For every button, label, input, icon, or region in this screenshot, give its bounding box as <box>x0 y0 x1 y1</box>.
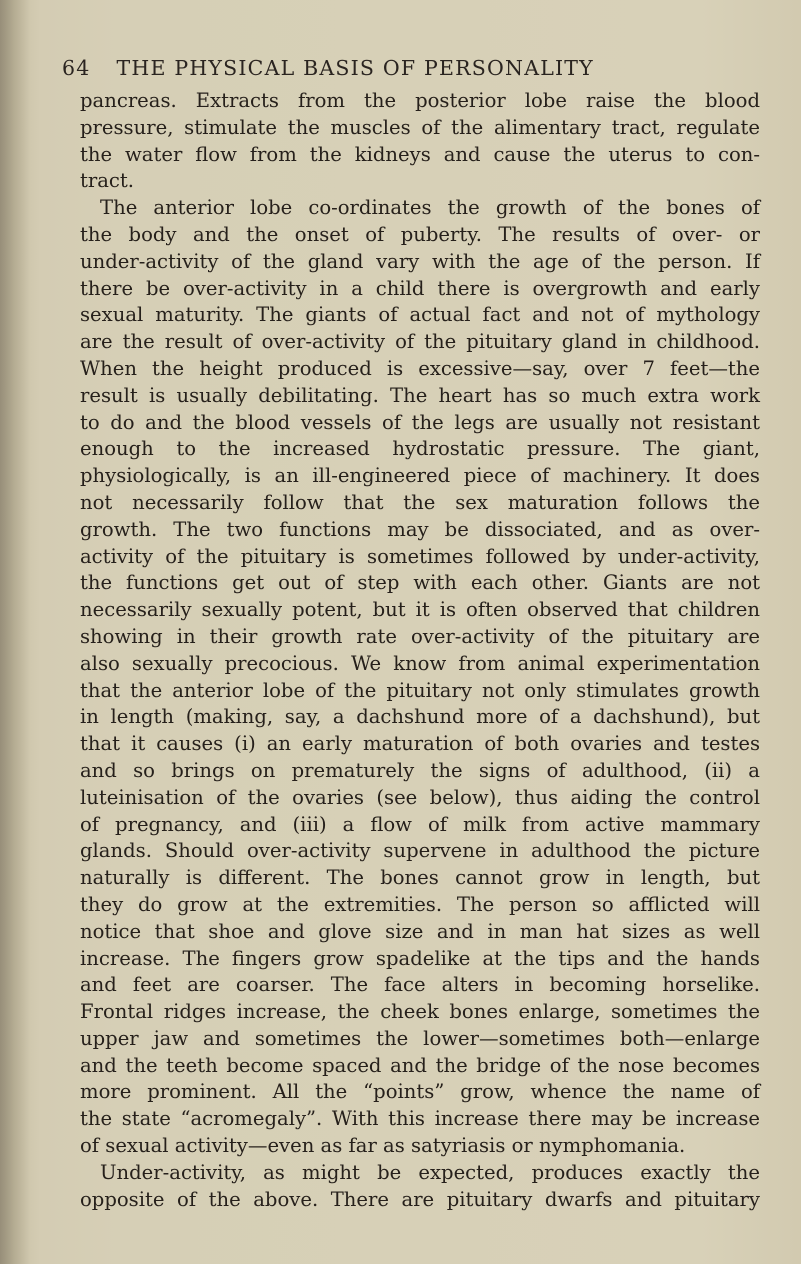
text-line: that it causes (i) an early maturation of both ovaries and testes <box>80 732 760 756</box>
running-title: THE PHYSICAL BASIS OF PERSONALITY <box>116 56 594 80</box>
running-header <box>62 56 702 80</box>
text-line: growth. The two functions may be dissociated, and as over- <box>80 517 760 541</box>
text-line: and feet are coarser. The face alters in becoming horselike. <box>80 973 760 997</box>
text-line: they do grow at the extremities. The person so afflicted will <box>80 892 760 916</box>
paragraph-1 <box>80 88 760 195</box>
text-line: under-activity of the gland vary with the age of the person. If <box>80 249 760 273</box>
text-line: opposite of the above. There are pituitary dwarfs and pituitary <box>80 1187 760 1211</box>
text-line: in length (making, say, a dachshund more of a dachshund), but <box>80 705 760 729</box>
text-line: the water flow from the kidneys and cause the uterus to con- <box>80 142 760 166</box>
text-line: sexual maturity. The giants of actual fact and not of mythology <box>80 303 760 327</box>
text-line: and so brings on prematurely the signs of adulthood, (ii) a <box>80 758 760 782</box>
text-line: upper jaw and sometimes the lower—sometimes both—enlarge <box>80 1026 760 1050</box>
text-line: of sexual activity—even as far as satyriasis or nymphomania. <box>80 1134 686 1158</box>
text-line: the functions get out of step with each other. Giants are not <box>80 571 760 595</box>
text-line: more prominent. All the “points” grow, whence the name of <box>80 1080 760 1104</box>
text-line: to do and the blood vessels of the legs are usually not resistant <box>80 410 760 434</box>
body-text <box>80 88 760 1213</box>
text-line: enough to the increased hydrostatic pressure. The giant, <box>80 437 760 461</box>
text-line: Frontal ridges increase, the cheek bones enlarge, sometimes the <box>80 1000 760 1024</box>
text-line: also sexually precocious. We know from animal experimentation <box>80 651 760 675</box>
page-number: 64 <box>62 56 91 80</box>
text-line: not necessarily follow that the sex maturation follows the <box>80 490 760 514</box>
text-line: increase. The fingers grow spadelike at the tips and the hands <box>80 946 760 970</box>
text-line: necessarily sexually potent, but it is often observed that children <box>80 598 760 622</box>
paragraph-3 <box>80 1160 760 1214</box>
text-line: The anterior lobe co-ordinates the growth of the bones of <box>100 196 760 220</box>
text-line: of pregnancy, and (iii) a flow of milk from active mammary <box>80 812 760 836</box>
text-line: luteinisation of the ovaries (see below), thus aiding the control <box>80 785 760 809</box>
text-line: glands. Should over-activity supervene in adulthood the picture <box>80 839 760 863</box>
text-line: the body and the onset of puberty. The results of over- or <box>80 222 760 246</box>
text-line: When the height produced is excessive—say, over 7 feet—the <box>80 356 760 380</box>
text-line: pancreas. Extracts from the posterior lobe raise the blood <box>80 89 760 112</box>
text-line: activity of the pituitary is sometimes followed by under-activity, <box>80 544 760 568</box>
text-line: physiologically, is an ill-engineered piece of machinery. It does <box>80 464 760 488</box>
text-line: pressure, stimulate the muscles of the alimentary tract, regulate <box>80 115 760 139</box>
text-line: showing in their growth rate over-activity of the pituitary are <box>80 624 760 648</box>
text-line: naturally is different. The bones cannot grow in length, but <box>80 866 760 890</box>
text-line: result is usually debilitating. The heart has so much extra work <box>80 383 760 407</box>
text-line: Under-activity, as might be expected, produces exactly the <box>100 1160 760 1184</box>
binding-shadow <box>0 0 30 1264</box>
text-line: notice that shoe and glove size and in man hat sizes as well <box>80 919 760 943</box>
text-line: that the anterior lobe of the pituitary not only stimulates growth <box>80 678 760 702</box>
text-line: there be over-activity in a child there is overgrowth and early <box>80 276 760 300</box>
text-line: the state “acromegaly”. With this increase there may be increase <box>80 1107 760 1131</box>
text-line: and the teeth become spaced and the bridge of the nose becomes <box>80 1053 760 1077</box>
text-line: are the result of over-activity of the pituitary gland in childhood. <box>80 330 760 354</box>
paragraph-2 <box>80 195 760 1160</box>
text-line: tract. <box>80 169 134 193</box>
